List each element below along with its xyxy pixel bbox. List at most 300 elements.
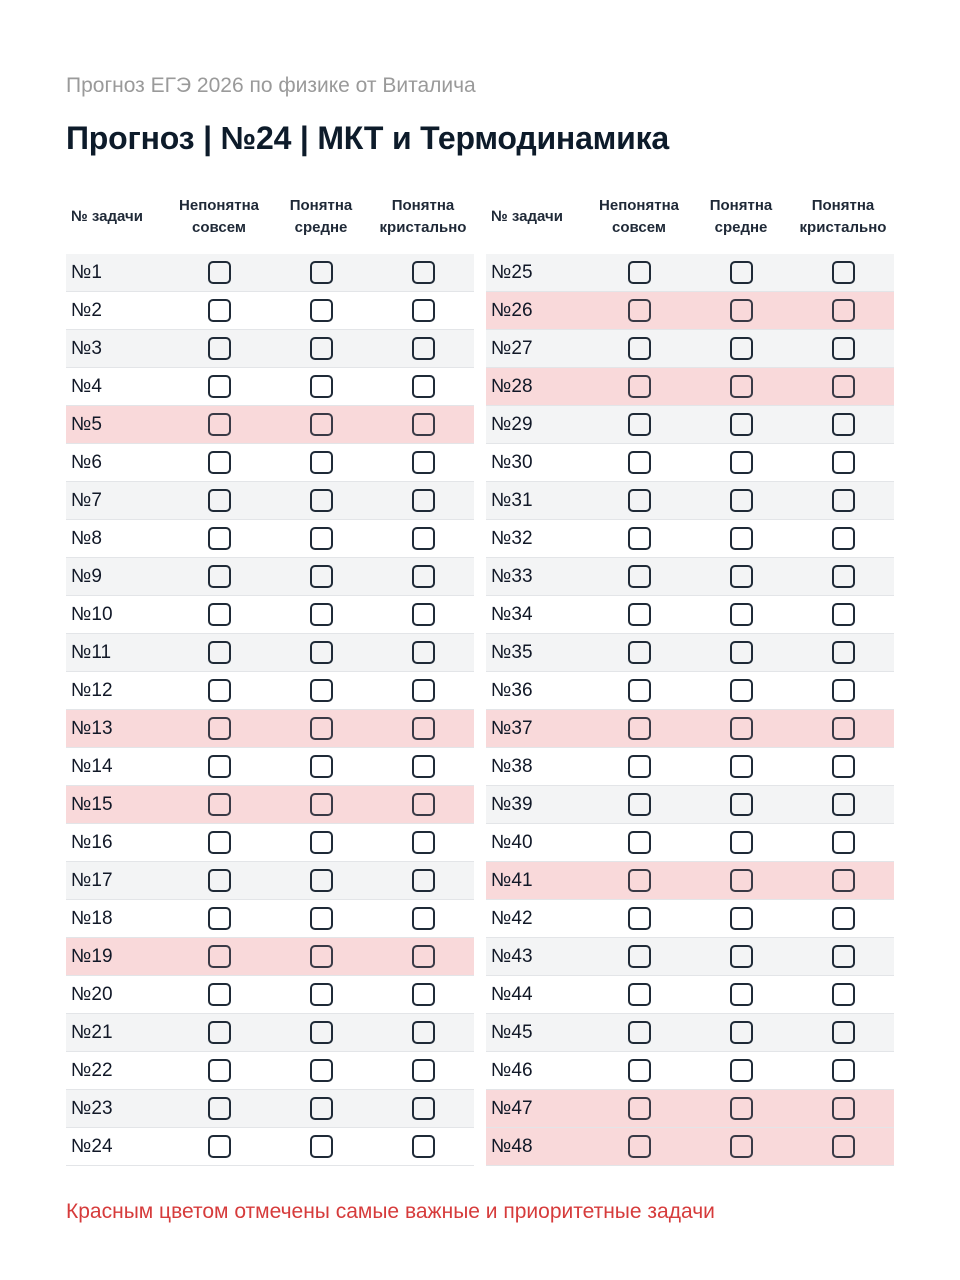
checkbox-cell [168, 1021, 270, 1044]
checkbox-not-understood[interactable] [628, 489, 651, 512]
checkbox-medium[interactable] [730, 299, 753, 322]
checkbox-not-understood[interactable] [208, 983, 231, 1006]
checkbox-medium[interactable] [310, 1021, 333, 1044]
checkbox-cell [588, 489, 690, 512]
checkbox-medium[interactable] [730, 831, 753, 854]
page-title: Прогноз | №24 | МКТ и Термодинамика [66, 120, 670, 156]
task-number: №25 [491, 261, 533, 283]
task-number: №39 [491, 793, 533, 815]
checkbox-medium[interactable] [310, 1135, 333, 1158]
checkbox-cell [270, 717, 372, 740]
checkbox-cell [588, 717, 690, 740]
checkbox-not-understood[interactable] [208, 793, 231, 816]
header-line: Понятна [811, 197, 875, 214]
checkbox-not-understood[interactable] [208, 1059, 231, 1082]
checkbox-cell [690, 337, 792, 360]
header-line: Понятна [391, 197, 455, 214]
checkbox-crystal-clear[interactable] [832, 907, 855, 930]
checkbox-cell [270, 337, 372, 360]
checkbox-crystal-clear[interactable] [832, 717, 855, 740]
table-rows [486, 254, 894, 1166]
checkbox-cell [690, 869, 792, 892]
checkbox-cell [372, 717, 474, 740]
checkbox-not-understood[interactable] [628, 907, 651, 930]
checkbox-medium[interactable] [310, 641, 333, 664]
checkbox-cell [168, 983, 270, 1006]
checkbox-not-understood[interactable] [208, 1021, 231, 1044]
checkbox-crystal-clear[interactable] [412, 1059, 435, 1082]
checkbox-not-understood[interactable] [628, 679, 651, 702]
checkbox-medium[interactable] [730, 1059, 753, 1082]
checkbox-cell [372, 1135, 474, 1158]
checkbox-medium[interactable] [310, 489, 333, 512]
checkbox-cell [792, 717, 894, 740]
table-row [66, 976, 474, 1014]
checkbox-cell [588, 945, 690, 968]
table-row [66, 824, 474, 862]
checkbox-cell [168, 413, 270, 436]
checkbox-crystal-clear[interactable] [412, 831, 435, 854]
task-number: №4 [71, 375, 102, 397]
checkbox-medium[interactable] [310, 755, 333, 778]
checkbox-medium[interactable] [730, 489, 753, 512]
checkbox-cell [588, 1097, 690, 1120]
task-number: №32 [491, 527, 533, 549]
task-number: №7 [71, 489, 102, 511]
checkbox-crystal-clear[interactable] [832, 1097, 855, 1120]
checkbox-medium[interactable] [310, 869, 333, 892]
checkbox-not-understood[interactable] [208, 869, 231, 892]
checkbox-cell [270, 983, 372, 1006]
checkbox-not-understood[interactable] [628, 299, 651, 322]
checkbox-cell [372, 983, 474, 1006]
table-row [66, 558, 474, 596]
checkbox-not-understood[interactable] [628, 793, 651, 816]
checkbox-medium[interactable] [730, 451, 753, 474]
checkbox-crystal-clear[interactable] [412, 945, 435, 968]
checkbox-medium[interactable] [730, 1097, 753, 1120]
task-number: №37 [491, 717, 533, 739]
table-row [66, 1090, 474, 1128]
table-row [66, 368, 474, 406]
checkbox-crystal-clear[interactable] [412, 565, 435, 588]
checkbox-crystal-clear[interactable] [832, 337, 855, 360]
task-number: №3 [71, 337, 102, 359]
checkbox-cell [588, 983, 690, 1006]
checkbox-medium[interactable] [310, 945, 333, 968]
checkbox-not-understood[interactable] [208, 565, 231, 588]
checkbox-not-understood[interactable] [208, 1097, 231, 1120]
checkbox-not-understood[interactable] [628, 1097, 651, 1120]
task-number: №27 [491, 337, 533, 359]
checkbox-crystal-clear[interactable] [412, 1021, 435, 1044]
checkbox-medium[interactable] [730, 375, 753, 398]
header-line: средне [294, 219, 348, 236]
checkbox-crystal-clear[interactable] [832, 527, 855, 550]
checkbox-cell [690, 831, 792, 854]
checkbox-crystal-clear[interactable] [412, 679, 435, 702]
table-row [66, 938, 474, 976]
table-row [66, 520, 474, 558]
checkbox-medium[interactable] [730, 527, 753, 550]
task-number: №19 [71, 945, 113, 967]
checkbox-cell [372, 641, 474, 664]
checkbox-crystal-clear[interactable] [832, 679, 855, 702]
checkbox-crystal-clear[interactable] [832, 1135, 855, 1158]
checkbox-medium[interactable] [730, 261, 753, 284]
checkbox-crystal-clear[interactable] [832, 451, 855, 474]
checkbox-not-understood[interactable] [208, 451, 231, 474]
checkbox-medium[interactable] [310, 907, 333, 930]
checkbox-cell [270, 869, 372, 892]
table-row [486, 824, 894, 862]
checkbox-cell [168, 261, 270, 284]
checkbox-medium[interactable] [730, 717, 753, 740]
header-line: совсем [192, 219, 246, 236]
checkbox-cell [690, 375, 792, 398]
checkbox-medium[interactable] [730, 945, 753, 968]
table-row [486, 976, 894, 1014]
checkbox-cell [372, 375, 474, 398]
checkbox-cell [372, 565, 474, 588]
checkbox-cell [588, 565, 690, 588]
table-rows [66, 254, 474, 1166]
task-number: №10 [71, 603, 113, 625]
checkbox-medium[interactable] [310, 299, 333, 322]
checkbox-medium[interactable] [730, 641, 753, 664]
table-row [486, 254, 894, 292]
checkbox-cell [690, 451, 792, 474]
task-number: №1 [71, 261, 102, 283]
checkbox-cell [270, 755, 372, 778]
checkbox-not-understood[interactable] [628, 983, 651, 1006]
checkbox-cell [588, 755, 690, 778]
checkbox-cell [168, 945, 270, 968]
checkbox-not-understood[interactable] [208, 527, 231, 550]
checkbox-crystal-clear[interactable] [412, 641, 435, 664]
checkbox-cell [372, 679, 474, 702]
checkbox-medium[interactable] [730, 869, 753, 892]
checkbox-not-understood[interactable] [208, 945, 231, 968]
checkbox-cell [792, 1097, 894, 1120]
header-line: совсем [612, 219, 666, 236]
checkbox-crystal-clear[interactable] [412, 451, 435, 474]
header-line: Понятна [289, 197, 353, 214]
checkbox-not-understood[interactable] [628, 1021, 651, 1044]
checkbox-not-understood[interactable] [628, 755, 651, 778]
checkbox-not-understood[interactable] [628, 565, 651, 588]
checkbox-medium[interactable] [730, 755, 753, 778]
checkbox-cell [270, 489, 372, 512]
checkbox-cell [270, 1135, 372, 1158]
checkbox-not-understood[interactable] [628, 413, 651, 436]
checkbox-crystal-clear[interactable] [412, 603, 435, 626]
header-not-understood [168, 195, 270, 239]
checkbox-medium[interactable] [730, 679, 753, 702]
checkbox-crystal-clear[interactable] [832, 793, 855, 816]
checkbox-not-understood[interactable] [208, 641, 231, 664]
checkbox-not-understood[interactable] [208, 717, 231, 740]
checkbox-cell [792, 831, 894, 854]
checkbox-medium[interactable] [310, 337, 333, 360]
task-number: №34 [491, 603, 533, 625]
checkbox-cell [792, 983, 894, 1006]
checkbox-not-understood[interactable] [628, 945, 651, 968]
task-number: №26 [491, 299, 533, 321]
checkbox-crystal-clear[interactable] [412, 337, 435, 360]
checkbox-medium[interactable] [310, 831, 333, 854]
checkbox-crystal-clear[interactable] [832, 755, 855, 778]
checkbox-cell [588, 1021, 690, 1044]
task-number: №6 [71, 451, 102, 473]
table-row [66, 596, 474, 634]
checkbox-cell [270, 565, 372, 588]
checkbox-cell [372, 603, 474, 626]
checkbox-medium[interactable] [310, 983, 333, 1006]
table-row [486, 786, 894, 824]
task-number: №40 [491, 831, 533, 853]
checkbox-cell [168, 1097, 270, 1120]
checkbox-cell [792, 793, 894, 816]
task-number: №48 [491, 1135, 533, 1157]
task-number: №45 [491, 1021, 533, 1043]
table-row [486, 748, 894, 786]
table-row [66, 786, 474, 824]
checkbox-crystal-clear[interactable] [412, 261, 435, 284]
table-row [66, 1128, 474, 1166]
checkbox-crystal-clear[interactable] [832, 299, 855, 322]
table-row [66, 254, 474, 292]
checkbox-crystal-clear[interactable] [832, 1021, 855, 1044]
task-number: №8 [71, 527, 102, 549]
checkbox-cell [372, 907, 474, 930]
checkbox-not-understood[interactable] [208, 907, 231, 930]
checkbox-cell [588, 793, 690, 816]
checkbox-medium[interactable] [310, 793, 333, 816]
checkbox-cell [690, 565, 792, 588]
checkbox-not-understood[interactable] [208, 337, 231, 360]
checkbox-crystal-clear[interactable] [412, 983, 435, 1006]
checkbox-cell [168, 869, 270, 892]
task-number: №13 [71, 717, 113, 739]
checkbox-not-understood[interactable] [208, 375, 231, 398]
checkbox-cell [690, 527, 792, 550]
checkbox-medium[interactable] [730, 413, 753, 436]
checkbox-cell [168, 603, 270, 626]
table-row [486, 406, 894, 444]
checkbox-medium[interactable] [310, 717, 333, 740]
checkbox-cell [168, 565, 270, 588]
checkbox-not-understood[interactable] [208, 603, 231, 626]
checkbox-crystal-clear[interactable] [832, 983, 855, 1006]
task-number: №30 [491, 451, 533, 473]
table-row [66, 672, 474, 710]
checkbox-not-understood[interactable] [628, 527, 651, 550]
table-row [66, 748, 474, 786]
header-crystal-clear [372, 195, 474, 239]
checkbox-cell [690, 641, 792, 664]
checkbox-cell [372, 1059, 474, 1082]
task-number: №31 [491, 489, 533, 511]
page-subtitle: Прогноз ЕГЭ 2026 по физике от Виталича [66, 74, 476, 97]
checkbox-medium[interactable] [310, 261, 333, 284]
checkbox-not-understood[interactable] [208, 261, 231, 284]
checkbox-not-understood[interactable] [628, 1135, 651, 1158]
task-number: №28 [491, 375, 533, 397]
checkbox-medium[interactable] [310, 375, 333, 398]
checkbox-cell [372, 869, 474, 892]
checkbox-crystal-clear[interactable] [412, 793, 435, 816]
checkbox-cell [372, 299, 474, 322]
checkbox-crystal-clear[interactable] [412, 299, 435, 322]
checkbox-crystal-clear[interactable] [832, 413, 855, 436]
task-number: №42 [491, 907, 533, 929]
checkbox-cell [690, 945, 792, 968]
task-number: №29 [491, 413, 533, 435]
checkbox-medium[interactable] [730, 1135, 753, 1158]
checkbox-crystal-clear[interactable] [412, 869, 435, 892]
checkbox-not-understood[interactable] [628, 261, 651, 284]
table-row [66, 1052, 474, 1090]
checkbox-medium[interactable] [310, 565, 333, 588]
checkbox-crystal-clear[interactable] [412, 527, 435, 550]
checkbox-medium[interactable] [730, 603, 753, 626]
checkbox-crystal-clear[interactable] [832, 603, 855, 626]
checkbox-cell [270, 831, 372, 854]
checkbox-cell [168, 1059, 270, 1082]
checkbox-medium[interactable] [310, 603, 333, 626]
checkbox-crystal-clear[interactable] [832, 869, 855, 892]
table-row [486, 330, 894, 368]
task-number: №43 [491, 945, 533, 967]
table-row [486, 368, 894, 406]
checkbox-cell [588, 337, 690, 360]
checkbox-crystal-clear[interactable] [832, 565, 855, 588]
checkbox-cell [690, 1097, 792, 1120]
checkbox-crystal-clear[interactable] [412, 375, 435, 398]
checkbox-crystal-clear[interactable] [832, 831, 855, 854]
header-line: Понятна [709, 197, 773, 214]
checkbox-medium[interactable] [310, 1097, 333, 1120]
checkbox-not-understood[interactable] [628, 717, 651, 740]
checkbox-crystal-clear[interactable] [832, 261, 855, 284]
checkbox-cell [270, 1059, 372, 1082]
checkbox-cell [270, 527, 372, 550]
checkbox-not-understood[interactable] [628, 375, 651, 398]
task-number: №12 [71, 679, 113, 701]
checkbox-cell [792, 299, 894, 322]
checkbox-cell [372, 793, 474, 816]
checkbox-not-understood[interactable] [628, 337, 651, 360]
checkbox-cell [588, 831, 690, 854]
checkbox-crystal-clear[interactable] [832, 375, 855, 398]
checkbox-not-understood[interactable] [628, 1059, 651, 1082]
checkbox-cell [372, 337, 474, 360]
table-header [66, 182, 474, 252]
task-number: №15 [71, 793, 113, 815]
checkbox-cell [792, 451, 894, 474]
checkbox-medium[interactable] [310, 679, 333, 702]
checkbox-not-understood[interactable] [208, 299, 231, 322]
header-medium [690, 195, 792, 239]
checkbox-crystal-clear[interactable] [412, 413, 435, 436]
checkbox-not-understood[interactable] [628, 451, 651, 474]
checkbox-cell [270, 907, 372, 930]
task-number: №33 [491, 565, 533, 587]
checkbox-not-understood[interactable] [208, 831, 231, 854]
checkbox-medium[interactable] [730, 907, 753, 930]
checkbox-cell [588, 907, 690, 930]
checkbox-not-understood[interactable] [208, 755, 231, 778]
table-header [486, 182, 894, 252]
checkbox-cell [690, 261, 792, 284]
table-row [486, 862, 894, 900]
checkbox-cell [270, 1021, 372, 1044]
table-row [486, 558, 894, 596]
checkbox-cell [792, 1059, 894, 1082]
checkbox-medium[interactable] [730, 1021, 753, 1044]
checkbox-not-understood[interactable] [208, 1135, 231, 1158]
checkbox-cell [792, 527, 894, 550]
checkbox-medium[interactable] [310, 527, 333, 550]
checkbox-crystal-clear[interactable] [832, 945, 855, 968]
checkbox-not-understood[interactable] [208, 679, 231, 702]
checkbox-medium[interactable] [730, 565, 753, 588]
checkbox-not-understood[interactable] [628, 831, 651, 854]
checkbox-cell [372, 831, 474, 854]
checkbox-cell [588, 1059, 690, 1082]
checkbox-medium[interactable] [730, 983, 753, 1006]
checkbox-crystal-clear[interactable] [412, 1097, 435, 1120]
checkbox-not-understood[interactable] [208, 413, 231, 436]
task-number: №47 [491, 1097, 533, 1119]
table-row [66, 482, 474, 520]
checkbox-medium[interactable] [310, 451, 333, 474]
checkbox-medium[interactable] [730, 793, 753, 816]
checkbox-cell [270, 1097, 372, 1120]
checkbox-medium[interactable] [310, 1059, 333, 1082]
checkbox-not-understood[interactable] [208, 489, 231, 512]
checkbox-crystal-clear[interactable] [412, 717, 435, 740]
checkbox-not-understood[interactable] [628, 603, 651, 626]
checkbox-cell [168, 1135, 270, 1158]
checkbox-crystal-clear[interactable] [832, 641, 855, 664]
checkbox-crystal-clear[interactable] [832, 1059, 855, 1082]
checkbox-cell [168, 907, 270, 930]
table-row [66, 634, 474, 672]
checkbox-crystal-clear[interactable] [412, 1135, 435, 1158]
checkbox-crystal-clear[interactable] [412, 755, 435, 778]
table-row [486, 1090, 894, 1128]
table-row [486, 482, 894, 520]
header-task-number: № задачи [71, 208, 143, 225]
checkbox-cell [792, 489, 894, 512]
table-row [486, 444, 894, 482]
checkbox-crystal-clear[interactable] [412, 489, 435, 512]
checkbox-medium[interactable] [730, 337, 753, 360]
checkbox-medium[interactable] [310, 413, 333, 436]
checkbox-crystal-clear[interactable] [832, 489, 855, 512]
checkbox-not-understood[interactable] [628, 869, 651, 892]
checkbox-cell [168, 489, 270, 512]
checkbox-cell [168, 717, 270, 740]
checkbox-cell [588, 375, 690, 398]
checkbox-not-understood[interactable] [628, 641, 651, 664]
checkbox-crystal-clear[interactable] [412, 907, 435, 930]
task-number: №9 [71, 565, 102, 587]
checkbox-cell [270, 603, 372, 626]
checkbox-cell [168, 375, 270, 398]
